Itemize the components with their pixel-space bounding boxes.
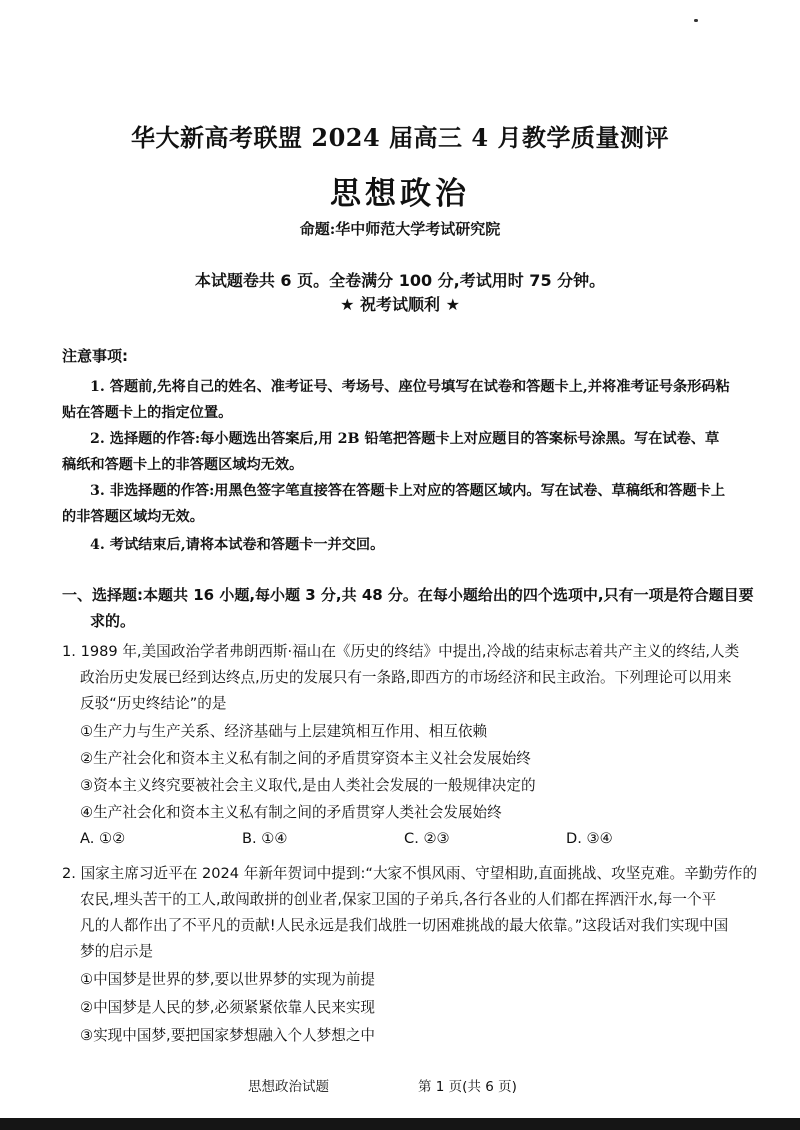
q2-stem-line: 凡的人都作出了不平凡的贡献!人民永远是我们战胜一切困难挑战的最大依靠。”这段话对我们实现中国 [80, 917, 729, 934]
exam-info: 本试题卷共 6 页。全卷满分 100 分,考试用时 75 分钟。 [194, 271, 606, 290]
q2-item: ①中国梦是世界的梦,要以世界梦的实现为前提 [80, 971, 376, 988]
q2-stem-line: 梦的启示是 [80, 943, 153, 960]
section-heading-cont: 求的。 [90, 612, 136, 630]
notice-line: 稿纸和答题卡上的非答题区域均无效。 [62, 457, 304, 473]
q2-stem-line: 农民,埋头苦干的工人,敢闯敢拼的创业者,保家卫国的子弟兵,各行各业的人们都在挥洒汗水,每一个平 [80, 891, 717, 908]
q1-item: ③资本主义终究要被社会主义取代,是由人类社会发展的一般规律决定的 [80, 777, 536, 794]
exam-title: 华大新高考联盟 2024 届高三 4 月教学质量测评 [131, 123, 669, 152]
section-heading: 一、选择题:本题共 16 小题,每小题 3 分,共 48 分。在每小题给出的四个选项中,只有一项是符合题目要 [62, 586, 754, 604]
q1-stem-line: 1. 1989 年,美国政治学者弗朗西斯·福山在《历史的终结》中提出,冷战的结束标志着共产主义的终结,人类 [62, 643, 740, 660]
notice-heading: 注意事项: [62, 347, 128, 365]
subject-title: 思想政治 [330, 176, 470, 212]
notice-line: 3. 非选择题的作答:用黑色签字笔直接答在答题卡上对应的答题区域内。写在试卷、草稿纸和答题卡上 [90, 483, 726, 499]
scan-speck [694, 19, 698, 22]
notice-line: 2. 选择题的作答:每小题选出答案后,用 2B 铅笔把答题卡上对应题目的答案标号涂黑。写在试卷、草 [90, 431, 720, 447]
q1-option-c: C. ②③ [404, 830, 450, 847]
good-luck-line: ★ 祝考试顺利 ★ [340, 295, 460, 314]
q1-stem-line: 政治历史发展已经到达终点,历史的发展只有一条路,即西方的市场经济和民主政治。下列理论可以用来 [80, 669, 732, 686]
footer-subject: 思想政治试题 [248, 1079, 329, 1095]
notice-line: 4. 考试结束后,请将本试卷和答题卡一并交回。 [90, 537, 385, 553]
q2-item: ②中国梦是人民的梦,必须紧紧依靠人民来实现 [80, 999, 376, 1016]
notice-line: 贴在答题卡上的指定位置。 [62, 405, 233, 421]
q1-option-d: D. ③④ [566, 830, 613, 847]
q1-stem-line: 反驳“历史终结论”的是 [80, 695, 227, 712]
q2-item: ③实现中国梦,要把国家梦想融入个人梦想之中 [80, 1027, 376, 1044]
scan-edge-bar [0, 1118, 800, 1130]
footer-page-number: 第 1 页(共 6 页) [418, 1079, 517, 1095]
notice-line: 的非答题区域均无效。 [62, 509, 204, 525]
q2-stem-line: 2. 国家主席习近平在 2024 年新年贺词中提到:“大家不惧风雨、守望相助,直面挑战、攻坚克难。辛勤劳作的 [62, 865, 758, 882]
notice-line: 1. 答题前,先将自己的姓名、准考证号、考场号、座位号填写在试卷和答题卡上,并将准考证号条形码粘 [90, 379, 730, 395]
q1-item: ④生产社会化和资本主义私有制之间的矛盾贯穿人类社会发展始终 [80, 804, 502, 821]
q1-option-b: B. ①④ [242, 830, 288, 847]
author-line: 命题:华中师范大学考试研究院 [299, 220, 501, 238]
q1-item: ②生产社会化和资本主义私有制之间的矛盾贯穿资本主义社会发展始终 [80, 750, 531, 767]
q1-option-a: A. ①② [80, 830, 126, 847]
q1-item: ①生产力与生产关系、经济基础与上层建筑相互作用、相互依赖 [80, 723, 488, 740]
